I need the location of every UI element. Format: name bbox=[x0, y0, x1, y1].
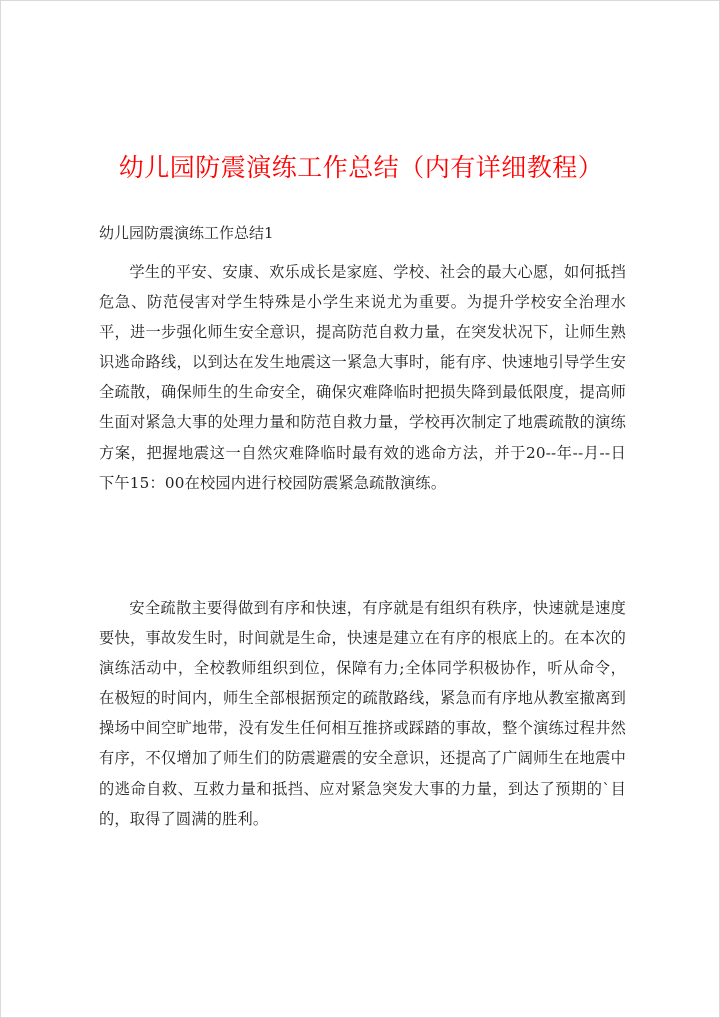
paragraph-2: 安全疏散主要得做到有序和快速，有序就是有组织有秩序，快速就是速度要快，事故发生时，时间就是生命，快速是建立在有序的根底上的。在本次的演练活动中，全校教师组织到位，保障有力;全体同学积极协作，听从命令，在极短的时间内，师生全部根据预定的疏散路线，紧急而有序地从教室撤离到操场中间空旷地带，没有发生任何相互推挤或踩踏的事故，整个演练过程井然有序，不仅增加了师生们的防震避震的安全意识，还提高了广阔师生在地震中的逃命自救、互救力量和抵挡、应对紧急突发大事的力量，到达了预期的`目的，取得了圆满的胜利。 bbox=[99, 599, 626, 828]
section-subtitle: 幼儿园防震演练工作总结1 bbox=[99, 224, 274, 242]
paragraph-1: 学生的平安、安康、欢乐成长是家庭、学校、社会的最大心愿，如何抵挡危急、防范侵害对学生特殊是小学生来说尤为重要。为提升学校安全治理水平，进一步强化师生安全意识，提高防范自救力量，在突发状况下，让师生熟识逃命路线，以到达在发生地震这一紧急大事时，能有序、快速地引导学生安全疏散，确保师生的生命安全，确保灾难降临时把损失降到最低限度，提高师生面对紧急大事的处理力量和防范自救力量，学校再次制定了地震疏散的演练方案，把握地震这一自然灾难降临时最有效的逃命方法，并于20--年--月--日下午15：00在校园内进行校园防震紧急疏散演练。 bbox=[99, 263, 626, 492]
document-title: 幼儿园防震演练工作总结（内有详细教程） bbox=[118, 153, 604, 182]
